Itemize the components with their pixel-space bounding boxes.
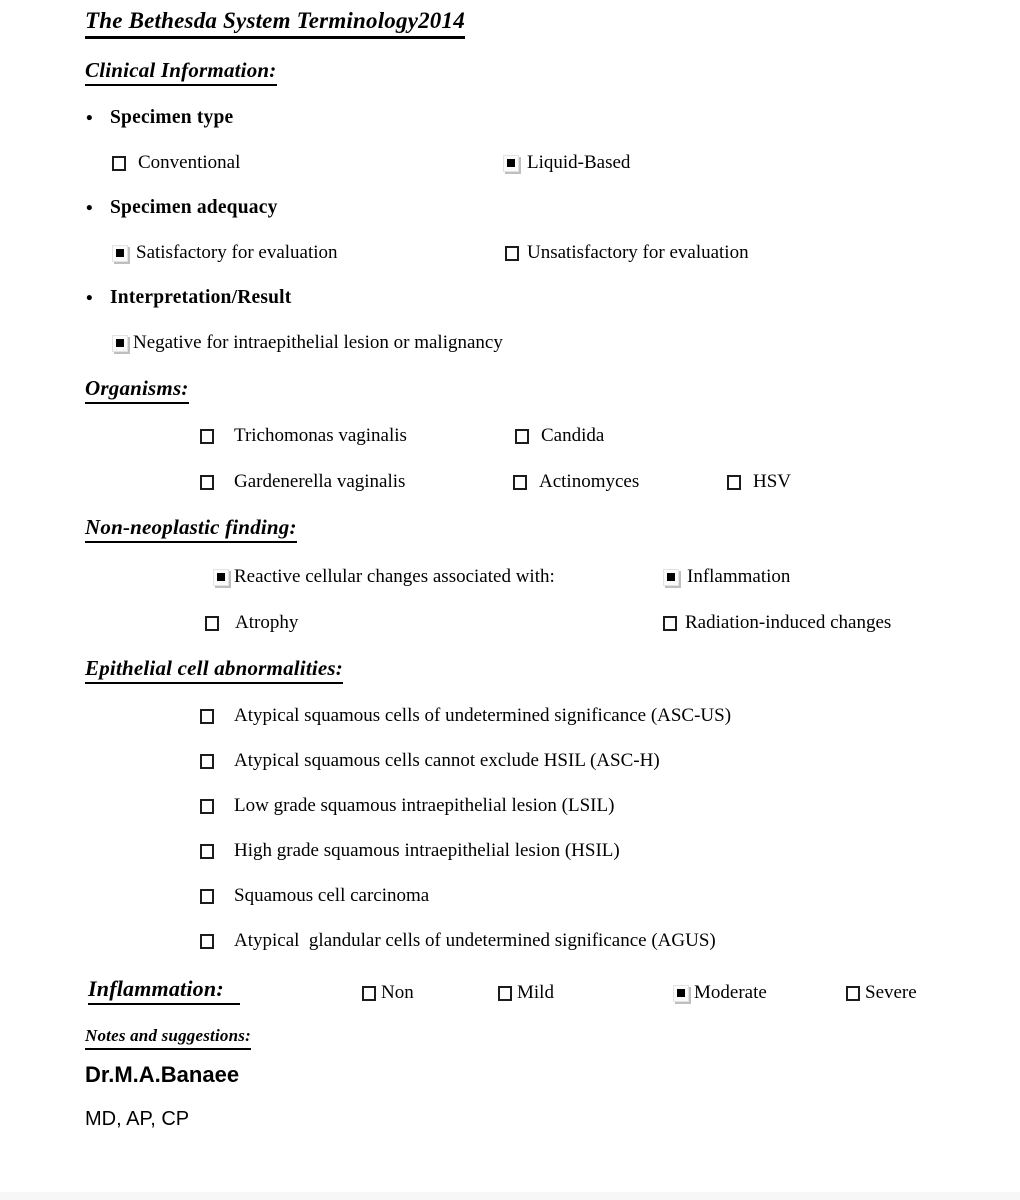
section-heading-notes: Notes and suggestions:: [85, 1026, 251, 1050]
checkbox-radiation-changes[interactable]: [663, 610, 891, 636]
section-heading-inflammation: Inflammation:: [88, 976, 240, 1005]
checkbox-hsil[interactable]: [200, 838, 620, 864]
section-heading-clinical-information: Clinical Information:: [85, 58, 277, 86]
label-satisfactory: Satisfactory for evaluation: [136, 242, 338, 263]
label-atrophy: Atrophy: [235, 612, 299, 633]
checkbox-satisfactory[interactable]: [112, 240, 338, 266]
label-lsil: Low grade squamous intraepithelial lesion (LSIL): [234, 795, 615, 816]
checkbox-icon[interactable]: [200, 934, 214, 949]
label-radiation-changes: Radiation-induced changes: [685, 612, 892, 633]
option-row-agus: [0, 928, 1020, 956]
checkbox-agus[interactable]: [200, 928, 716, 954]
label-unsatisfactory: Unsatisfactory for evaluation: [527, 242, 749, 263]
checkbox-icon[interactable]: [200, 889, 214, 904]
checkbox-gardenerella[interactable]: [200, 469, 405, 495]
option-row-non-neoplastic-2: [0, 610, 1020, 638]
field-label-specimen-adequacy: Specimen adequacy: [110, 197, 278, 218]
label-asc-h: Atypical squamous cells cannot exclude HSIL (ASC-H): [234, 750, 660, 771]
field-row-interpretation-result: [0, 287, 1020, 315]
checkbox-inflammation-severe[interactable]: [846, 980, 917, 1006]
page-bottom-edge: [0, 1192, 1020, 1200]
checkbox-icon[interactable]: [200, 844, 214, 859]
label-candida: Candida: [541, 425, 605, 446]
checkbox-icon[interactable]: [200, 754, 214, 769]
checkbox-atrophy[interactable]: [205, 610, 298, 636]
section-heading-organisms: Organisms:: [85, 376, 189, 404]
label-conventional: Conventional: [138, 152, 241, 173]
label-inflammation-moderate: Moderate: [694, 982, 767, 1003]
checkbox-negative-for-lesion[interactable]: [112, 330, 503, 356]
checkbox-icon[interactable]: [727, 475, 741, 490]
checkbox-icon[interactable]: [112, 245, 128, 262]
doctor-name: Dr.M.A.Banaee: [85, 1062, 240, 1087]
checkbox-icon[interactable]: [362, 986, 376, 1001]
field-label-specimen-type: Specimen type: [110, 107, 234, 128]
checkbox-liquid-based[interactable]: [503, 150, 630, 176]
option-row-specimen-type: [0, 150, 1020, 178]
label-reactive-changes: Reactive cellular changes associated with:: [234, 566, 555, 587]
field-row-specimen-type: [0, 107, 1020, 135]
label-inflammation-mild: Mild: [517, 982, 554, 1003]
label-hsil: High grade squamous intraepithelial lesion (HSIL): [234, 840, 620, 861]
label-asc-us: Atypical squamous cells of undetermined significance (ASC-US): [234, 705, 732, 726]
option-row-inflammation-grade: [0, 976, 1020, 1010]
checkbox-lsil[interactable]: [200, 793, 614, 819]
checkbox-icon[interactable]: [205, 616, 219, 631]
checkbox-actinomyces[interactable]: [513, 469, 639, 495]
checkbox-icon[interactable]: [112, 156, 126, 171]
label-actinomyces: Actinomyces: [539, 471, 640, 492]
option-row-non-neoplastic-1: [0, 564, 1020, 592]
checkbox-icon[interactable]: [200, 475, 214, 490]
page-title: [85, 8, 465, 39]
checkbox-icon[interactable]: [846, 986, 860, 1001]
option-row-specimen-adequacy: [0, 240, 1020, 268]
checkbox-inflammation-moderate[interactable]: [673, 980, 767, 1006]
label-inflammation-severe: Severe: [865, 982, 917, 1003]
page-title-text: The Bethesda System Terminology2014: [85, 8, 465, 39]
option-row-asc-us: [0, 703, 1020, 731]
checkbox-icon[interactable]: [112, 335, 128, 352]
label-inflammation-non: Non: [381, 982, 414, 1003]
checkbox-icon[interactable]: [505, 246, 519, 261]
checkbox-icon[interactable]: [503, 155, 519, 172]
checkbox-asc-h[interactable]: [200, 748, 660, 774]
checkbox-icon[interactable]: [200, 799, 214, 814]
checkbox-icon[interactable]: [663, 569, 679, 586]
label-squamous-carcinoma: Squamous cell carcinoma: [234, 885, 430, 906]
field-label-interpretation-result: Interpretation/Result: [110, 287, 292, 308]
checkbox-icon[interactable]: [513, 475, 527, 490]
checkbox-icon[interactable]: [498, 986, 512, 1001]
checkbox-icon[interactable]: [200, 709, 214, 724]
field-row-specimen-adequacy: [0, 197, 1020, 225]
checkbox-inflammation-non[interactable]: [362, 980, 414, 1006]
label-gardenerella: Gardenerella vaginalis: [234, 471, 406, 492]
section-heading-epithelial: Epithelial cell abnormalities:: [85, 656, 343, 684]
checkbox-asc-us[interactable]: [200, 703, 731, 729]
label-liquid-based: Liquid-Based: [527, 152, 631, 173]
bullet-icon: •: [86, 108, 93, 129]
option-row-hsil: [0, 838, 1020, 866]
checkbox-hsv[interactable]: [727, 469, 791, 495]
label-trichomonas: Trichomonas vaginalis: [234, 425, 407, 446]
checkbox-unsatisfactory[interactable]: [505, 240, 749, 266]
label-hsv: HSV: [753, 471, 792, 492]
checkbox-inflammation-mild[interactable]: [498, 980, 554, 1006]
doctor-credentials: MD, AP, CP: [85, 1108, 190, 1130]
label-negative-for-lesion: Negative for intraepithelial lesion or malignancy: [133, 332, 503, 353]
checkbox-conventional[interactable]: [112, 150, 240, 176]
checkbox-trichomonas[interactable]: [200, 423, 407, 449]
checkbox-reactive-changes[interactable]: [213, 564, 555, 590]
label-inflammation: Inflammation: [687, 566, 791, 587]
option-row-squamous-carcinoma: [0, 883, 1020, 911]
checkbox-candida[interactable]: [515, 423, 604, 449]
section-heading-non-neoplastic: Non-neoplastic finding:: [85, 515, 297, 543]
checkbox-icon[interactable]: [663, 616, 677, 631]
option-row-asc-h: [0, 748, 1020, 776]
option-row-lsil: [0, 793, 1020, 821]
checkbox-squamous-carcinoma[interactable]: [200, 883, 429, 909]
checkbox-icon[interactable]: [673, 985, 689, 1002]
checkbox-icon[interactable]: [213, 569, 229, 586]
label-agus: Atypical glandular cells of undetermined significance (AGUS): [234, 930, 716, 951]
checkbox-inflammation[interactable]: [663, 564, 790, 590]
checkbox-icon[interactable]: [200, 429, 214, 444]
bullet-icon: •: [86, 288, 93, 309]
option-row-organisms-1: [0, 423, 1020, 451]
option-row-interpretation: [0, 330, 1020, 358]
option-row-organisms-2: [0, 469, 1020, 497]
checkbox-icon[interactable]: [515, 429, 529, 444]
bullet-icon: •: [86, 198, 93, 219]
